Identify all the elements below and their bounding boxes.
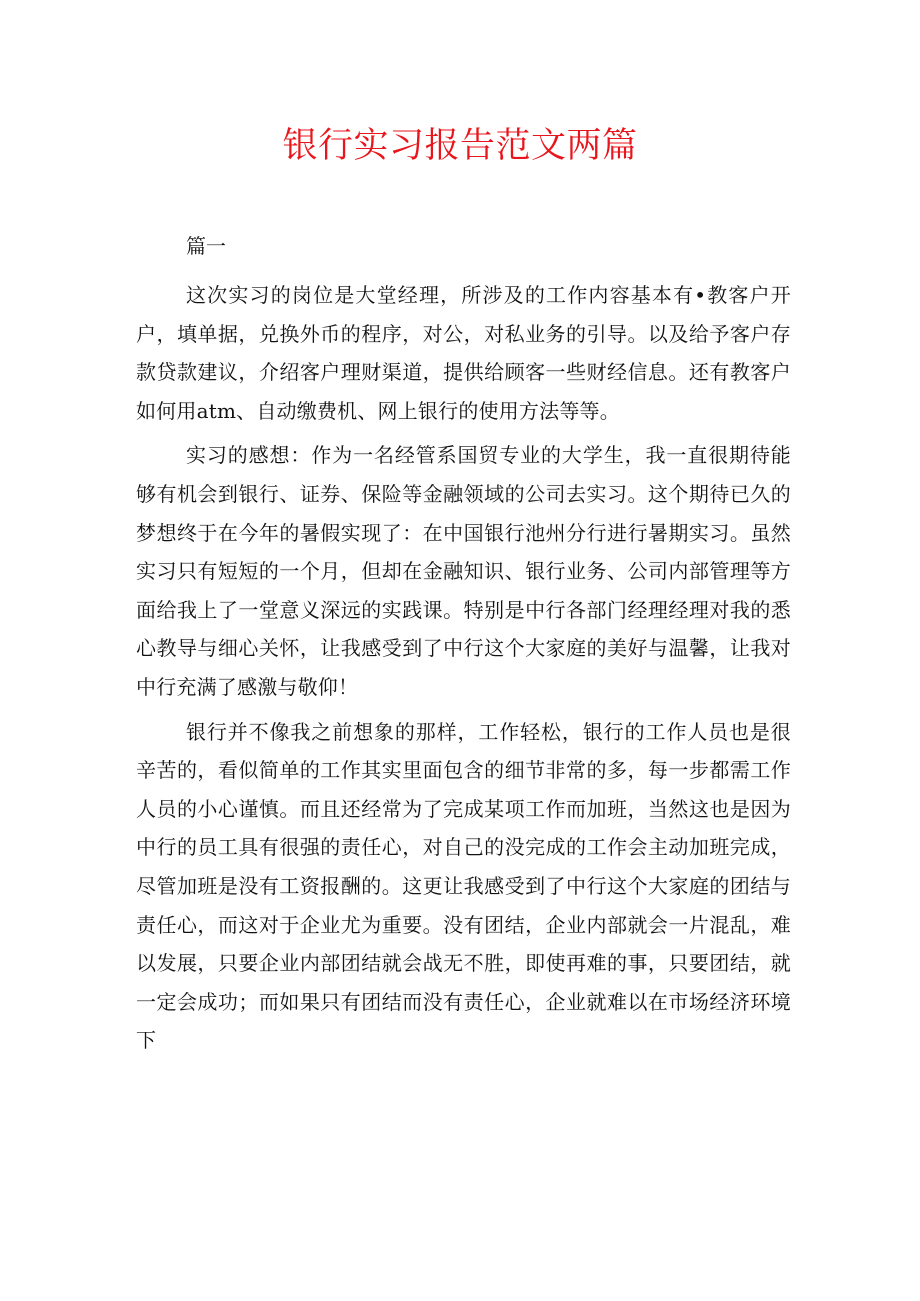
paragraph-3: 银行并不像我之前想象的那样，工作轻松，银行的工作人员也是很辛苦的，看似简单的工作其实里面包含的细节非常的多，每一步都需工作人员的小心谨慎。而且还经常为了完成某项工作而加班，当然这也是因为中行的员工具有很强的责任心，对自己的没完成的工作会主动加班完成，尽管加班是没有工资报酬的。这更让我感受到了中行这个大家庭的团结与责任心，而这对于企业尤为重要。没有团结，企业内部就会一片混乱，难以发展，只要企业内部团结就会战无不胜，即使再难的事，只要团结，就一定会成功；而如果只有团结而没有责任心，企业就难以在市场经济环境下 (136, 719, 791, 1053)
paragraph-2: 实习的感想：作为一名经管系国贸专业的大学生，我一直很期待能够有机会到银行、证券、保险等金融领域的公司去实习。这个期待已久的梦想终于在今年的暑假实现了：在中国银行池州分行进行暑期实习。虽然实习只有短短的一个月，但却在金融知识、银行业务、公司内部管理等方面给我上了一堂意义深远的实践课。特别是中行各部门经理经理对我的悉心教导与细心关怀，让我感受到了中行这个大家庭的美好与温馨，让我对中行充满了感激与敬仰！ (136, 443, 791, 699)
document-body (136, 276, 791, 1066)
section-label: 篇一 (186, 234, 226, 258)
paragraph-1: 这次实习的岗位是大堂经理，所涉及的工作内容基本有•教客户开户，填单据，兑换外币的程序，对公，对私业务的引导。以及给予客户存款贷款建议，介绍客户理财渠道，提供给顾客一些财经信息。还有教客户如何用atm、自动缴费机、网上银行的使用方法等等。 (136, 283, 791, 423)
document-title: 银行实习报告范文两篇 (282, 126, 638, 166)
